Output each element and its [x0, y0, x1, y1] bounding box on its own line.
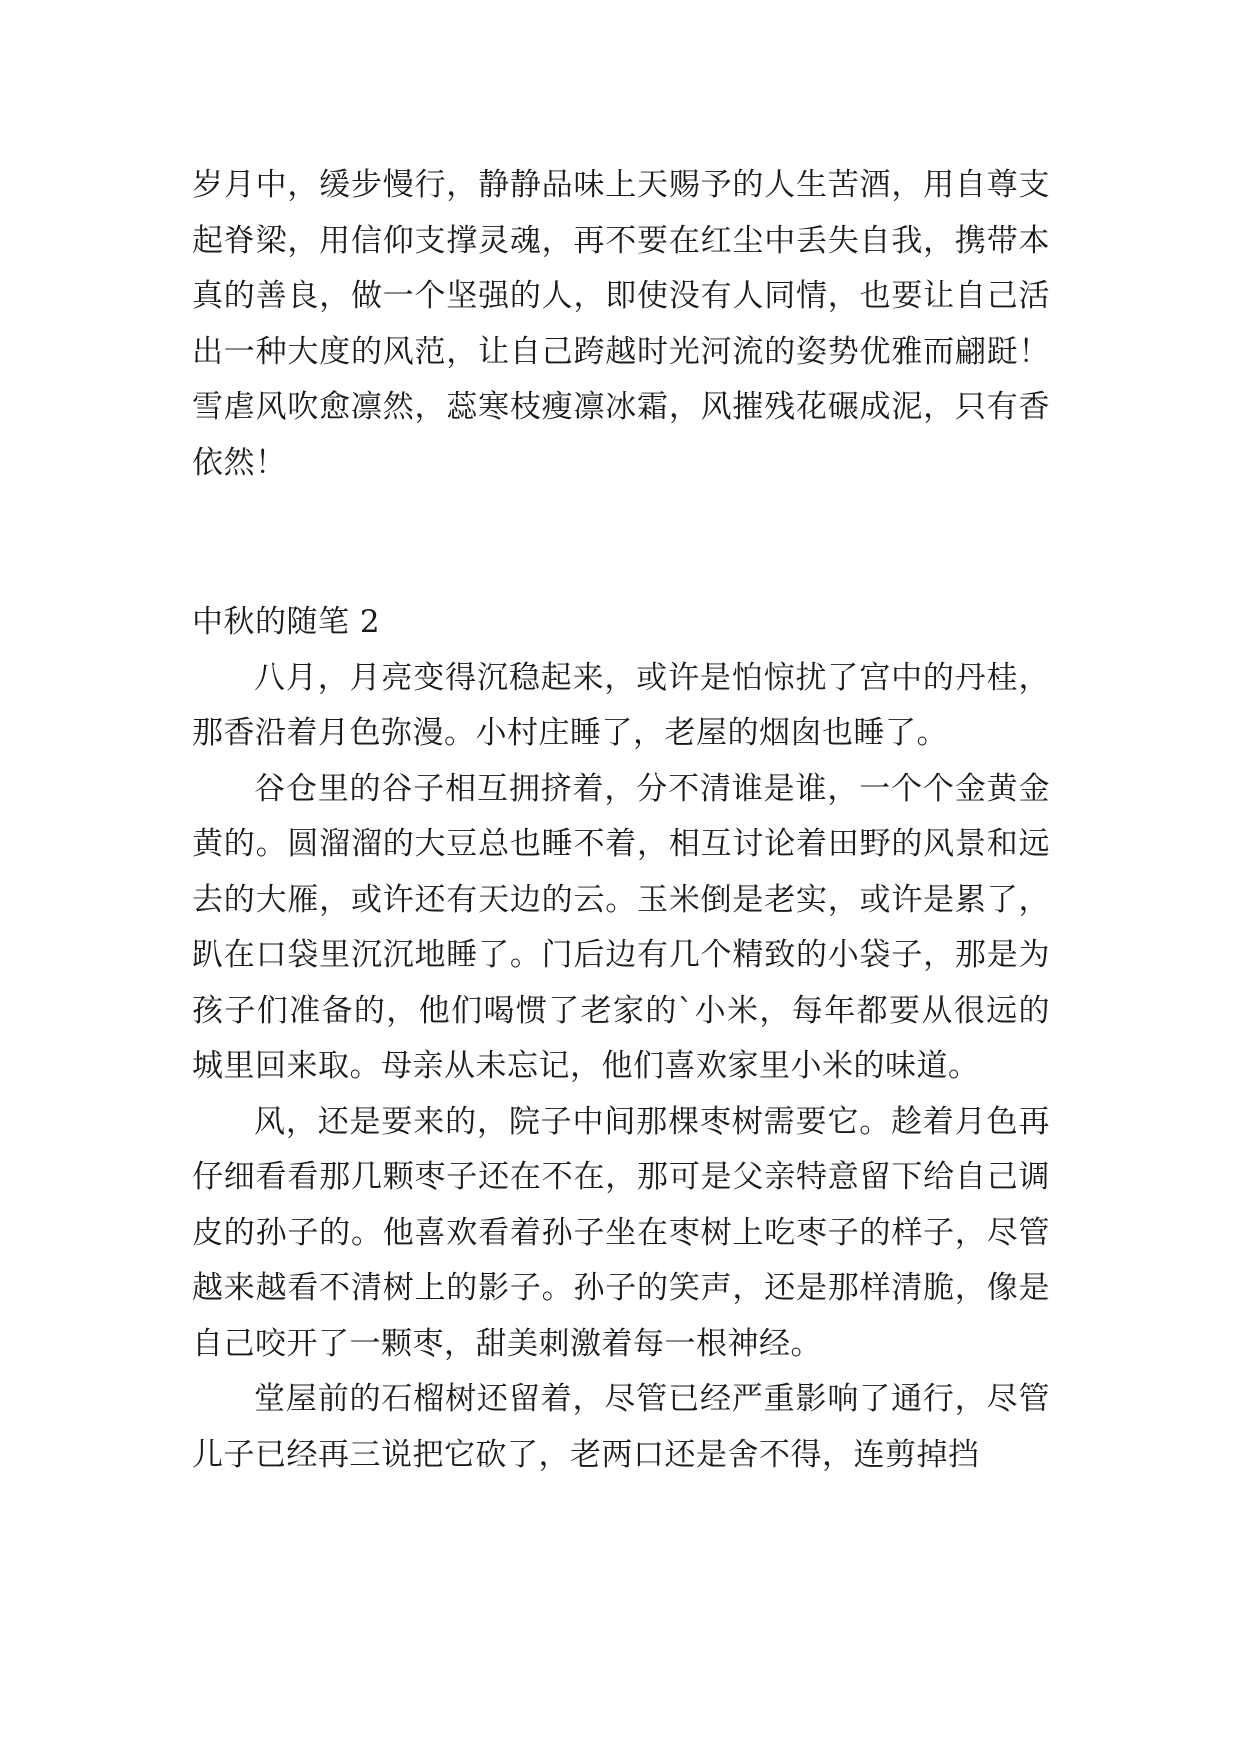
paragraph-2: 谷仓里的谷子相互拥挤着，分不清谁是谁，一个个金黄金黄的。圆溜溜的大豆总也睡不着，相互讨论着田野的风景和远去的大雁，或许还有天边的云。玉米倒是老实，或许是累了，趴在口袋里沉沉地睡了。门后边有几个精致的小袋子，那是为孩子们准备的，他们喝惯了老家的`小米，每年都要从很远的城里回来取。母亲从未忘记，他们喜欢家里小米的味道。 [192, 770, 1050, 1084]
paragraph-1: 八月，月亮变得沉稳起来，或许是怕惊扰了宫中的丹桂，那香沿着月色弥漫。小村庄睡了，老屋的烟囱也睡了。 [192, 659, 1050, 751]
document-body [192, 158, 1050, 1483]
section-title: 中秋的随笔 2 [192, 604, 381, 640]
intro-paragraph: 岁月中，缓步慢行，静静品味上天赐予的人生苦酒，用自尊支起脊梁，用信仰支撑灵魂，再不要在红尘中丢失自我，携带本真的善良，做一个坚强的人，即使没有人同情，也要让自己活出一种大度的风范，让自己跨越时光河流的姿势优雅而翩跹！雪虐风吹愈凛然，蕊寒枝瘦凛冰霜，风摧残花碾成泥，只有香依然！ [192, 167, 1050, 481]
paragraph-4: 堂屋前的石榴树还留着，尽管已经严重影响了通行，尽管儿子已经再三说把它砍了，老两口还是舍不得，连剪掉挡 [192, 1381, 1050, 1473]
paragraph-3: 风，还是要来的，院子中间那棵枣树需要它。趁着月色再仔细看看那几颗枣子还在不在，那可是父亲特意留下给自己调皮的孙子的。他喜欢看着孙子坐在枣树上吃枣子的样子，尽管越来越看不清树上的影子。孙子的笑声，还是那样清脆，像是自己咬开了一颗枣，甜美刺激着每一根神经。 [192, 1103, 1050, 1362]
